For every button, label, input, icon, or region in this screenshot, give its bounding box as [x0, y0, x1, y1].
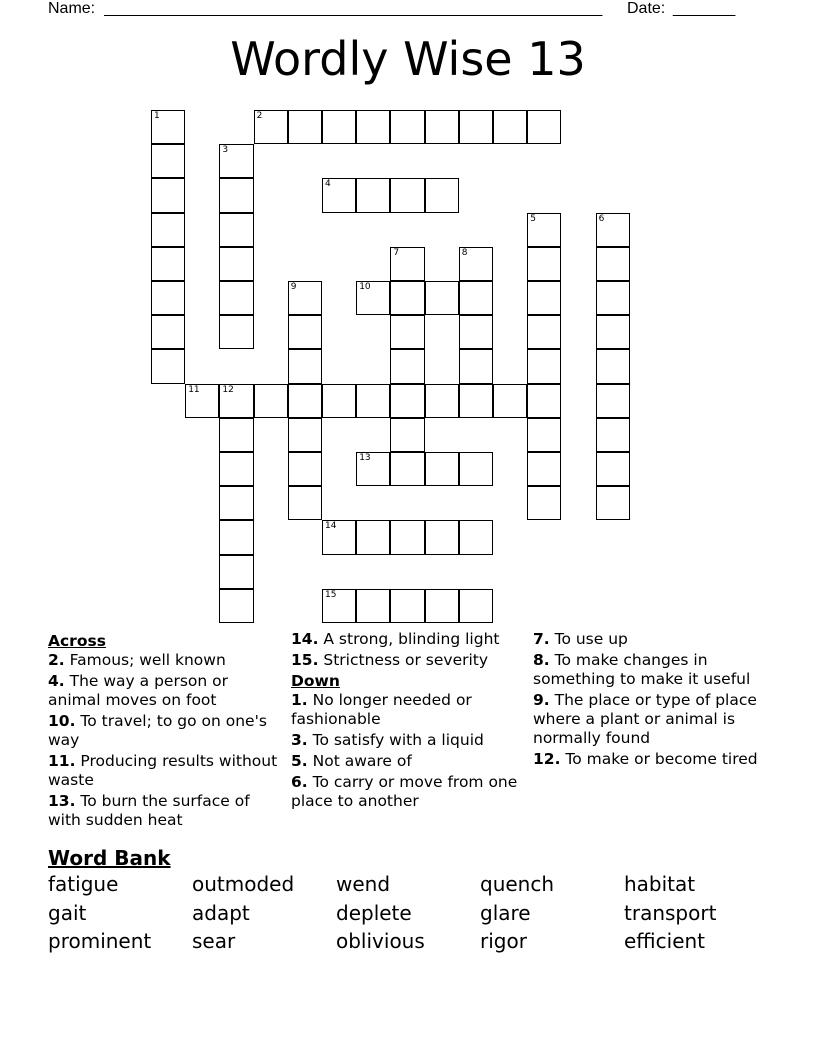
- crossword-cell[interactable]: [596, 418, 630, 452]
- crossword-cell[interactable]: [151, 315, 185, 349]
- down-clue: 3. To satisfy with a liquid: [291, 731, 484, 749]
- crossword-cell[interactable]: [527, 213, 561, 247]
- crossword-cell[interactable]: [288, 110, 322, 144]
- word-bank-word: deplete: [336, 900, 412, 925]
- crossword-cell[interactable]: [288, 486, 322, 520]
- across-clue: 11. Producing results without waste: [48, 752, 278, 789]
- crossword-cell[interactable]: [219, 178, 253, 212]
- crossword-cell[interactable]: [390, 247, 424, 281]
- down-clue: 8. To make changes in something to make it useful: [533, 651, 751, 688]
- crossword-cell[interactable]: [390, 452, 424, 486]
- crossword-cell[interactable]: [596, 384, 630, 418]
- down-heading: Down: [291, 672, 340, 690]
- crossword-cell[interactable]: [288, 281, 322, 315]
- down-clue: 12. To make or become tired: [533, 750, 758, 768]
- crossword-cell[interactable]: [151, 349, 185, 383]
- crossword-cell[interactable]: [527, 486, 561, 520]
- crossword-cell[interactable]: [219, 520, 253, 554]
- crossword-cell[interactable]: [151, 144, 185, 178]
- crossword-cell[interactable]: [425, 384, 459, 418]
- crossword-cell[interactable]: [151, 213, 185, 247]
- clue-number: 7: [393, 247, 400, 258]
- down-clue: 9. The place or type of place where a plant or animal is normally found: [533, 691, 757, 747]
- crossword-cell[interactable]: [390, 281, 424, 315]
- crossword-cell[interactable]: [219, 281, 253, 315]
- crossword-cell[interactable]: [493, 384, 527, 418]
- crossword-cell[interactable]: [219, 418, 253, 452]
- crossword-cell[interactable]: [527, 349, 561, 383]
- across-clue: 4. The way a person or animal moves on foot: [48, 672, 228, 709]
- crossword-cell[interactable]: [356, 384, 390, 418]
- across-clue: 10. To travel; to go on one's way: [48, 712, 267, 749]
- across-clue: 2. Famous; well known: [48, 651, 226, 669]
- crossword-cell[interactable]: [527, 452, 561, 486]
- crossword-cell[interactable]: [527, 281, 561, 315]
- crossword-cell[interactable]: [288, 452, 322, 486]
- date-blank[interactable]: _______: [673, 0, 736, 17]
- crossword-cell[interactable]: [219, 589, 253, 623]
- crossword-cell[interactable]: [322, 384, 356, 418]
- across-heading: Across: [48, 632, 106, 650]
- crossword-cell[interactable]: [390, 589, 424, 623]
- word-bank-word: prominent: [48, 929, 152, 953]
- crossword-cell[interactable]: [219, 452, 253, 486]
- crossword-cell[interactable]: [356, 520, 390, 554]
- word-bank-word: transport: [624, 900, 717, 925]
- crossword-cell[interactable]: [390, 384, 424, 418]
- crossword-cell[interactable]: [527, 110, 561, 144]
- crossword-cell[interactable]: [219, 486, 253, 520]
- crossword-cell[interactable]: [596, 349, 630, 383]
- clue-number: 6: [598, 213, 605, 224]
- clues-column-2: [291, 630, 527, 813]
- crossword-cell[interactable]: [356, 281, 390, 315]
- across-clue: 14. A strong, blinding light: [291, 630, 500, 648]
- crossword-cell[interactable]: [596, 452, 630, 486]
- crossword-cell[interactable]: [527, 384, 561, 418]
- crossword-cell[interactable]: [356, 178, 390, 212]
- crossword-cell[interactable]: [322, 110, 356, 144]
- clue-number: 10: [359, 282, 371, 292]
- crossword-cell[interactable]: [151, 281, 185, 315]
- clue-number: 13: [359, 453, 371, 463]
- clue-number: 2: [256, 111, 263, 121]
- crossword-cell[interactable]: [459, 110, 493, 144]
- crossword-cell[interactable]: [356, 452, 390, 486]
- down-clue: 1. No longer needed or fashionable: [291, 691, 472, 728]
- clues-column-3: [533, 630, 773, 771]
- word-bank: [48, 872, 768, 958]
- crossword-cell[interactable]: [151, 110, 185, 144]
- across-clue: 13. To burn the surface of with sudden heat: [48, 792, 250, 829]
- down-clue: 6. To carry or move from one place to another: [291, 773, 518, 810]
- crossword-cell[interactable]: [219, 384, 253, 418]
- clue-number: 15: [325, 589, 337, 600]
- clue-number: 14: [325, 521, 337, 532]
- crossword-cell[interactable]: [151, 178, 185, 212]
- name-blank[interactable]: ________________________________________________________: [104, 0, 603, 17]
- word-bank-word: sear: [192, 929, 236, 953]
- word-bank-word: glare: [480, 900, 531, 925]
- crossword-cell[interactable]: [425, 452, 459, 486]
- crossword-cell[interactable]: [288, 349, 322, 383]
- clue-number: 4: [325, 179, 331, 190]
- crossword-cell[interactable]: [459, 520, 493, 554]
- word-bank-word: rigor: [480, 929, 527, 953]
- crossword-cell[interactable]: [425, 178, 459, 212]
- crossword-cell[interactable]: [219, 213, 253, 247]
- word-bank-word: efficient: [624, 929, 706, 953]
- crossword-cell[interactable]: [219, 315, 253, 349]
- clue-number: 11: [188, 384, 200, 395]
- crossword-cell[interactable]: [459, 452, 493, 486]
- word-bank-word: quench: [480, 872, 555, 896]
- word-bank-word: wend: [336, 872, 391, 896]
- crossword-cell[interactable]: [390, 520, 424, 554]
- clue-number: 1: [154, 111, 160, 121]
- clue-number: 5: [530, 213, 536, 224]
- across-clue: 15. Strictness or severity: [291, 651, 489, 669]
- crossword-cell[interactable]: [459, 281, 493, 315]
- crossword-cell[interactable]: [493, 110, 527, 144]
- word-bank-word: fatigue: [48, 872, 119, 896]
- clue-number: 12: [222, 384, 234, 395]
- crossword-cell[interactable]: [390, 418, 424, 452]
- name-label: Name:: [48, 0, 96, 17]
- clue-number: 8: [461, 247, 468, 258]
- crossword-cell[interactable]: [425, 281, 459, 315]
- crossword-cell[interactable]: [322, 178, 356, 212]
- crossword-cell[interactable]: [390, 315, 424, 349]
- word-bank-word: oblivious: [336, 929, 425, 953]
- crossword-cell[interactable]: [185, 384, 219, 418]
- word-bank-word: gait: [48, 900, 87, 925]
- crossword-cell[interactable]: [254, 384, 288, 418]
- crossword-cell[interactable]: [254, 110, 288, 144]
- crossword-cell[interactable]: [219, 144, 253, 178]
- down-clue: 7. To use up: [533, 630, 628, 648]
- crossword-cell[interactable]: [390, 110, 424, 144]
- crossword-cell[interactable]: [596, 486, 630, 520]
- crossword-cell[interactable]: [219, 555, 253, 589]
- crossword-cell[interactable]: [527, 315, 561, 349]
- crossword-cell[interactable]: [322, 520, 356, 554]
- down-clue: 5. Not aware of: [291, 752, 412, 770]
- crossword-cell[interactable]: [596, 281, 630, 315]
- crossword-cell[interactable]: [288, 418, 322, 452]
- crossword-cell[interactable]: [425, 520, 459, 554]
- clue-number: 3: [222, 145, 229, 156]
- crossword-cell[interactable]: [288, 315, 322, 349]
- clues-column-1: [48, 630, 283, 832]
- word-bank-title: Word Bank: [48, 846, 171, 870]
- crossword-cell[interactable]: [390, 178, 424, 212]
- crossword-cell[interactable]: [390, 349, 424, 383]
- crossword-cell[interactable]: [459, 315, 493, 349]
- crossword-cell[interactable]: [459, 349, 493, 383]
- crossword-cell[interactable]: [219, 247, 253, 281]
- crossword-cell[interactable]: [459, 384, 493, 418]
- crossword-cell[interactable]: [425, 110, 459, 144]
- crossword-cell[interactable]: [459, 589, 493, 623]
- crossword-cell[interactable]: [596, 315, 630, 349]
- date-label: Date:: [627, 0, 666, 17]
- crossword-cell[interactable]: [356, 110, 390, 144]
- word-bank-word: outmoded: [192, 872, 295, 896]
- crossword-cell[interactable]: [527, 418, 561, 452]
- crossword-cell[interactable]: [527, 247, 561, 281]
- crossword-cell[interactable]: [596, 213, 630, 247]
- crossword-cell[interactable]: [425, 589, 459, 623]
- crossword-cell[interactable]: [288, 384, 322, 418]
- crossword-cell[interactable]: [356, 589, 390, 623]
- crossword-cell[interactable]: [151, 247, 185, 281]
- crossword-cell[interactable]: [459, 247, 493, 281]
- crossword-cell[interactable]: [596, 247, 630, 281]
- page-title: Wordly Wise 13: [230, 32, 586, 86]
- word-bank-word: habitat: [624, 872, 696, 896]
- clue-number: 9: [290, 282, 297, 292]
- word-bank-word: adapt: [192, 900, 250, 925]
- crossword-cell[interactable]: [322, 589, 356, 623]
